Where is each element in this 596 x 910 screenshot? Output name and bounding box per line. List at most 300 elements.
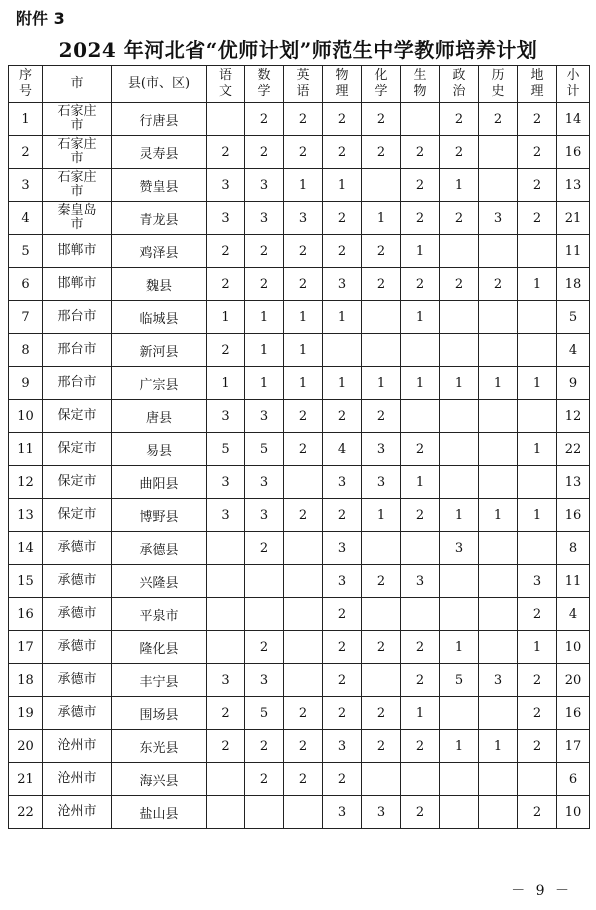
- history-cell: 3: [479, 664, 518, 697]
- politics-cell: [440, 697, 479, 730]
- chinese-cell: 5: [207, 433, 245, 466]
- math-cell: 3: [245, 400, 284, 433]
- county-cell: 隆化县: [112, 631, 207, 664]
- biology-cell: 1: [401, 466, 440, 499]
- biology-cell: 2: [401, 796, 440, 829]
- geography-cell: 1: [518, 499, 557, 532]
- geography-cell: [518, 400, 557, 433]
- city-cell: 邢台市: [43, 301, 112, 334]
- county-cell: 鸡泽县: [112, 235, 207, 268]
- table-row: [9, 301, 590, 334]
- history-cell: [479, 136, 518, 169]
- subtotal-cell: 11: [557, 565, 590, 598]
- english-cell: 2: [284, 103, 323, 136]
- teacher-plan-table: [8, 65, 590, 829]
- geography-cell: 2: [518, 730, 557, 763]
- subtotal-cell: 20: [557, 664, 590, 697]
- politics-cell: 2: [440, 202, 479, 235]
- politics-cell: 1: [440, 367, 479, 400]
- history-cell: 1: [479, 499, 518, 532]
- seq-cell: 5: [9, 235, 43, 268]
- english-cell: 2: [284, 763, 323, 796]
- chemistry-cell: 1: [362, 367, 401, 400]
- history-cell: 2: [479, 103, 518, 136]
- biology-cell: 2: [401, 268, 440, 301]
- physics-cell: 2: [323, 103, 362, 136]
- politics-cell: 1: [440, 499, 479, 532]
- math-cell: 2: [245, 763, 284, 796]
- county-cell: 赞皇县: [112, 169, 207, 202]
- geography-cell: 1: [518, 631, 557, 664]
- chinese-cell: [207, 631, 245, 664]
- biology-cell: [401, 400, 440, 433]
- subtotal-cell: 4: [557, 598, 590, 631]
- math-cell: 2: [245, 268, 284, 301]
- chinese-cell: [207, 532, 245, 565]
- history-cell: [479, 796, 518, 829]
- politics-cell: [440, 565, 479, 598]
- english-cell: 2: [284, 499, 323, 532]
- math-cell: 3: [245, 202, 284, 235]
- city-cell: 保定市: [43, 400, 112, 433]
- chinese-cell: 1: [207, 301, 245, 334]
- history-cell: [479, 235, 518, 268]
- seq-cell: 2: [9, 136, 43, 169]
- math-cell: 1: [245, 367, 284, 400]
- county-cell: 魏县: [112, 268, 207, 301]
- county-cell: 灵寿县: [112, 136, 207, 169]
- county-cell: 曲阳县: [112, 466, 207, 499]
- english-cell: 2: [284, 433, 323, 466]
- biology-cell: [401, 334, 440, 367]
- physics-cell: 3: [323, 796, 362, 829]
- header-history: 历史: [479, 66, 518, 103]
- city-cell: 承德市: [43, 532, 112, 565]
- city-cell: 沧州市: [43, 796, 112, 829]
- header-county: 县(市、区): [112, 66, 207, 103]
- chinese-cell: 3: [207, 499, 245, 532]
- math-cell: 5: [245, 433, 284, 466]
- history-cell: [479, 565, 518, 598]
- table-row: [9, 268, 590, 301]
- politics-cell: 5: [440, 664, 479, 697]
- physics-cell: 2: [323, 598, 362, 631]
- chemistry-cell: [362, 598, 401, 631]
- physics-cell: 2: [323, 202, 362, 235]
- politics-cell: [440, 400, 479, 433]
- table-row: [9, 664, 590, 697]
- politics-cell: 2: [440, 268, 479, 301]
- county-cell: 唐县: [112, 400, 207, 433]
- politics-cell: [440, 796, 479, 829]
- math-cell: 2: [245, 103, 284, 136]
- history-cell: 3: [479, 202, 518, 235]
- seq-cell: 21: [9, 763, 43, 796]
- physics-cell: 2: [323, 400, 362, 433]
- english-cell: 2: [284, 697, 323, 730]
- biology-cell: 1: [401, 235, 440, 268]
- physics-cell: 2: [323, 235, 362, 268]
- politics-cell: [440, 433, 479, 466]
- table-header-row: [9, 66, 590, 103]
- politics-cell: 1: [440, 169, 479, 202]
- header-biology: 生物: [401, 66, 440, 103]
- seq-cell: 6: [9, 268, 43, 301]
- city-cell: 石家庄市: [43, 103, 112, 136]
- chemistry-cell: 2: [362, 400, 401, 433]
- header-geography: 地理: [518, 66, 557, 103]
- chemistry-cell: 1: [362, 499, 401, 532]
- county-cell: 青龙县: [112, 202, 207, 235]
- politics-cell: [440, 235, 479, 268]
- city-cell: 承德市: [43, 598, 112, 631]
- math-cell: 2: [245, 136, 284, 169]
- geography-cell: 2: [518, 202, 557, 235]
- history-cell: 1: [479, 730, 518, 763]
- chemistry-cell: 2: [362, 136, 401, 169]
- english-cell: 3: [284, 202, 323, 235]
- physics-cell: 2: [323, 499, 362, 532]
- physics-cell: 3: [323, 466, 362, 499]
- city-cell: 邢台市: [43, 367, 112, 400]
- geography-cell: 2: [518, 103, 557, 136]
- seq-cell: 20: [9, 730, 43, 763]
- chemistry-cell: 2: [362, 565, 401, 598]
- city-cell: 保定市: [43, 466, 112, 499]
- biology-cell: 2: [401, 202, 440, 235]
- county-cell: 临城县: [112, 301, 207, 334]
- subtotal-cell: 11: [557, 235, 590, 268]
- county-cell: 新河县: [112, 334, 207, 367]
- seq-cell: 15: [9, 565, 43, 598]
- english-cell: [284, 532, 323, 565]
- seq-cell: 7: [9, 301, 43, 334]
- table-body: [9, 103, 590, 829]
- chemistry-cell: [362, 169, 401, 202]
- city-cell: 石家庄市: [43, 136, 112, 169]
- biology-cell: [401, 763, 440, 796]
- physics-cell: 2: [323, 664, 362, 697]
- politics-cell: [440, 301, 479, 334]
- county-cell: 海兴县: [112, 763, 207, 796]
- politics-cell: 3: [440, 532, 479, 565]
- subtotal-cell: 8: [557, 532, 590, 565]
- header-seq: 序号: [9, 66, 43, 103]
- table-row: [9, 499, 590, 532]
- english-cell: [284, 631, 323, 664]
- county-cell: 平泉市: [112, 598, 207, 631]
- seq-cell: 12: [9, 466, 43, 499]
- math-cell: 5: [245, 697, 284, 730]
- chemistry-cell: 2: [362, 631, 401, 664]
- geography-cell: 2: [518, 697, 557, 730]
- chemistry-cell: 2: [362, 103, 401, 136]
- subtotal-cell: 16: [557, 136, 590, 169]
- subtotal-cell: 4: [557, 334, 590, 367]
- subtotal-cell: 12: [557, 400, 590, 433]
- city-cell: 邯郸市: [43, 268, 112, 301]
- english-cell: 2: [284, 235, 323, 268]
- english-cell: 1: [284, 334, 323, 367]
- county-cell: 盐山县: [112, 796, 207, 829]
- chemistry-cell: 3: [362, 466, 401, 499]
- history-cell: [479, 763, 518, 796]
- header-subtotal: 小计: [557, 66, 590, 103]
- physics-cell: 2: [323, 136, 362, 169]
- table-row: [9, 400, 590, 433]
- biology-cell: 2: [401, 664, 440, 697]
- chinese-cell: [207, 598, 245, 631]
- table-row: [9, 202, 590, 235]
- seq-cell: 9: [9, 367, 43, 400]
- english-cell: 2: [284, 400, 323, 433]
- math-cell: 1: [245, 301, 284, 334]
- chemistry-cell: 2: [362, 730, 401, 763]
- chinese-cell: 3: [207, 202, 245, 235]
- chinese-cell: 1: [207, 367, 245, 400]
- math-cell: 1: [245, 334, 284, 367]
- seq-cell: 11: [9, 433, 43, 466]
- subtotal-cell: 5: [557, 301, 590, 334]
- document-title: 2024 年河北省“优师计划”师范生中学教师培养计划: [58, 38, 538, 62]
- biology-cell: 1: [401, 301, 440, 334]
- history-cell: [479, 301, 518, 334]
- subtotal-cell: 21: [557, 202, 590, 235]
- physics-cell: 3: [323, 730, 362, 763]
- math-cell: 3: [245, 169, 284, 202]
- city-cell: 承德市: [43, 631, 112, 664]
- county-cell: 东光县: [112, 730, 207, 763]
- header-english: 英语: [284, 66, 323, 103]
- politics-cell: 2: [440, 136, 479, 169]
- chinese-cell: [207, 796, 245, 829]
- subtotal-cell: 10: [557, 631, 590, 664]
- geography-cell: [518, 763, 557, 796]
- physics-cell: 3: [323, 565, 362, 598]
- city-cell: 承德市: [43, 664, 112, 697]
- table-row: [9, 103, 590, 136]
- physics-cell: 2: [323, 631, 362, 664]
- city-cell: 石家庄市: [43, 169, 112, 202]
- physics-cell: 2: [323, 763, 362, 796]
- history-cell: [479, 697, 518, 730]
- english-cell: 2: [284, 268, 323, 301]
- english-cell: [284, 796, 323, 829]
- city-cell: 沧州市: [43, 763, 112, 796]
- geography-cell: 2: [518, 598, 557, 631]
- chemistry-cell: 1: [362, 202, 401, 235]
- biology-cell: 2: [401, 730, 440, 763]
- biology-cell: 2: [401, 169, 440, 202]
- chemistry-cell: 3: [362, 433, 401, 466]
- seq-cell: 16: [9, 598, 43, 631]
- table-row: [9, 565, 590, 598]
- geography-cell: 1: [518, 433, 557, 466]
- history-cell: [479, 466, 518, 499]
- chemistry-cell: [362, 763, 401, 796]
- biology-cell: 2: [401, 631, 440, 664]
- geography-cell: 2: [518, 664, 557, 697]
- math-cell: 2: [245, 532, 284, 565]
- table-row: [9, 697, 590, 730]
- subtotal-cell: 17: [557, 730, 590, 763]
- math-cell: 3: [245, 466, 284, 499]
- physics-cell: 2: [323, 697, 362, 730]
- county-cell: 承德县: [112, 532, 207, 565]
- chinese-cell: [207, 763, 245, 796]
- seq-cell: 8: [9, 334, 43, 367]
- english-cell: [284, 598, 323, 631]
- table-row: [9, 367, 590, 400]
- county-cell: 行唐县: [112, 103, 207, 136]
- table-row: [9, 334, 590, 367]
- math-cell: 2: [245, 235, 284, 268]
- history-cell: [479, 433, 518, 466]
- geography-cell: [518, 301, 557, 334]
- politics-cell: [440, 598, 479, 631]
- header-city: 市: [43, 66, 112, 103]
- seq-cell: 18: [9, 664, 43, 697]
- chemistry-cell: 2: [362, 235, 401, 268]
- geography-cell: 3: [518, 565, 557, 598]
- subtotal-cell: 10: [557, 796, 590, 829]
- chinese-cell: 2: [207, 334, 245, 367]
- header-politics: 政治: [440, 66, 479, 103]
- seq-cell: 19: [9, 697, 43, 730]
- physics-cell: 3: [323, 268, 362, 301]
- chemistry-cell: [362, 532, 401, 565]
- english-cell: [284, 664, 323, 697]
- biology-cell: 2: [401, 499, 440, 532]
- city-cell: 秦皇岛市: [43, 202, 112, 235]
- chinese-cell: [207, 103, 245, 136]
- chinese-cell: 3: [207, 169, 245, 202]
- table-row: [9, 796, 590, 829]
- city-cell: 邢台市: [43, 334, 112, 367]
- biology-cell: 3: [401, 565, 440, 598]
- chemistry-cell: 2: [362, 268, 401, 301]
- geography-cell: 2: [518, 796, 557, 829]
- seq-cell: 4: [9, 202, 43, 235]
- seq-cell: 1: [9, 103, 43, 136]
- chinese-cell: 2: [207, 697, 245, 730]
- politics-cell: [440, 763, 479, 796]
- city-cell: 邯郸市: [43, 235, 112, 268]
- politics-cell: 1: [440, 730, 479, 763]
- chemistry-cell: 3: [362, 796, 401, 829]
- table-row: [9, 235, 590, 268]
- seq-cell: 10: [9, 400, 43, 433]
- city-cell: 承德市: [43, 697, 112, 730]
- math-cell: [245, 565, 284, 598]
- county-cell: 围场县: [112, 697, 207, 730]
- biology-cell: 1: [401, 367, 440, 400]
- city-cell: 承德市: [43, 565, 112, 598]
- politics-cell: 1: [440, 631, 479, 664]
- english-cell: 2: [284, 730, 323, 763]
- history-cell: [479, 169, 518, 202]
- history-cell: [479, 334, 518, 367]
- math-cell: 3: [245, 664, 284, 697]
- subtotal-cell: 6: [557, 763, 590, 796]
- county-cell: 兴隆县: [112, 565, 207, 598]
- chinese-cell: 3: [207, 466, 245, 499]
- seq-cell: 22: [9, 796, 43, 829]
- table-row: [9, 730, 590, 763]
- table-row: [9, 532, 590, 565]
- city-cell: 保定市: [43, 433, 112, 466]
- table-row: [9, 598, 590, 631]
- table-row: [9, 433, 590, 466]
- history-cell: [479, 598, 518, 631]
- physics-cell: 4: [323, 433, 362, 466]
- geography-cell: [518, 235, 557, 268]
- geography-cell: 1: [518, 367, 557, 400]
- physics-cell: [323, 334, 362, 367]
- city-cell: 沧州市: [43, 730, 112, 763]
- seq-cell: 17: [9, 631, 43, 664]
- seq-cell: 14: [9, 532, 43, 565]
- geography-cell: [518, 532, 557, 565]
- seq-cell: 3: [9, 169, 43, 202]
- biology-cell: [401, 598, 440, 631]
- history-cell: 1: [479, 367, 518, 400]
- table-row: [9, 631, 590, 664]
- chinese-cell: 3: [207, 400, 245, 433]
- math-cell: [245, 796, 284, 829]
- history-cell: [479, 631, 518, 664]
- chemistry-cell: 2: [362, 697, 401, 730]
- math-cell: 3: [245, 499, 284, 532]
- attachment-label: 附件 3: [16, 9, 65, 28]
- subtotal-cell: 13: [557, 169, 590, 202]
- physics-cell: 1: [323, 169, 362, 202]
- biology-cell: 1: [401, 697, 440, 730]
- table-row: [9, 466, 590, 499]
- biology-cell: 2: [401, 136, 440, 169]
- header-chemistry: 化学: [362, 66, 401, 103]
- chemistry-cell: [362, 664, 401, 697]
- subtotal-cell: 16: [557, 697, 590, 730]
- geography-cell: 2: [518, 136, 557, 169]
- math-cell: 2: [245, 631, 284, 664]
- biology-cell: [401, 532, 440, 565]
- biology-cell: [401, 103, 440, 136]
- subtotal-cell: 14: [557, 103, 590, 136]
- table-row: [9, 763, 590, 796]
- english-cell: 1: [284, 367, 323, 400]
- biology-cell: 2: [401, 433, 440, 466]
- county-cell: 博野县: [112, 499, 207, 532]
- english-cell: 1: [284, 301, 323, 334]
- english-cell: [284, 466, 323, 499]
- header-physics: 物理: [323, 66, 362, 103]
- city-cell: 保定市: [43, 499, 112, 532]
- politics-cell: 2: [440, 103, 479, 136]
- county-cell: 易县: [112, 433, 207, 466]
- subtotal-cell: 22: [557, 433, 590, 466]
- history-cell: [479, 532, 518, 565]
- physics-cell: 1: [323, 301, 362, 334]
- seq-cell: 13: [9, 499, 43, 532]
- math-cell: [245, 598, 284, 631]
- chemistry-cell: [362, 301, 401, 334]
- page-number: － 9 －: [511, 883, 572, 899]
- subtotal-cell: 18: [557, 268, 590, 301]
- chinese-cell: 3: [207, 664, 245, 697]
- physics-cell: 1: [323, 367, 362, 400]
- geography-cell: 1: [518, 268, 557, 301]
